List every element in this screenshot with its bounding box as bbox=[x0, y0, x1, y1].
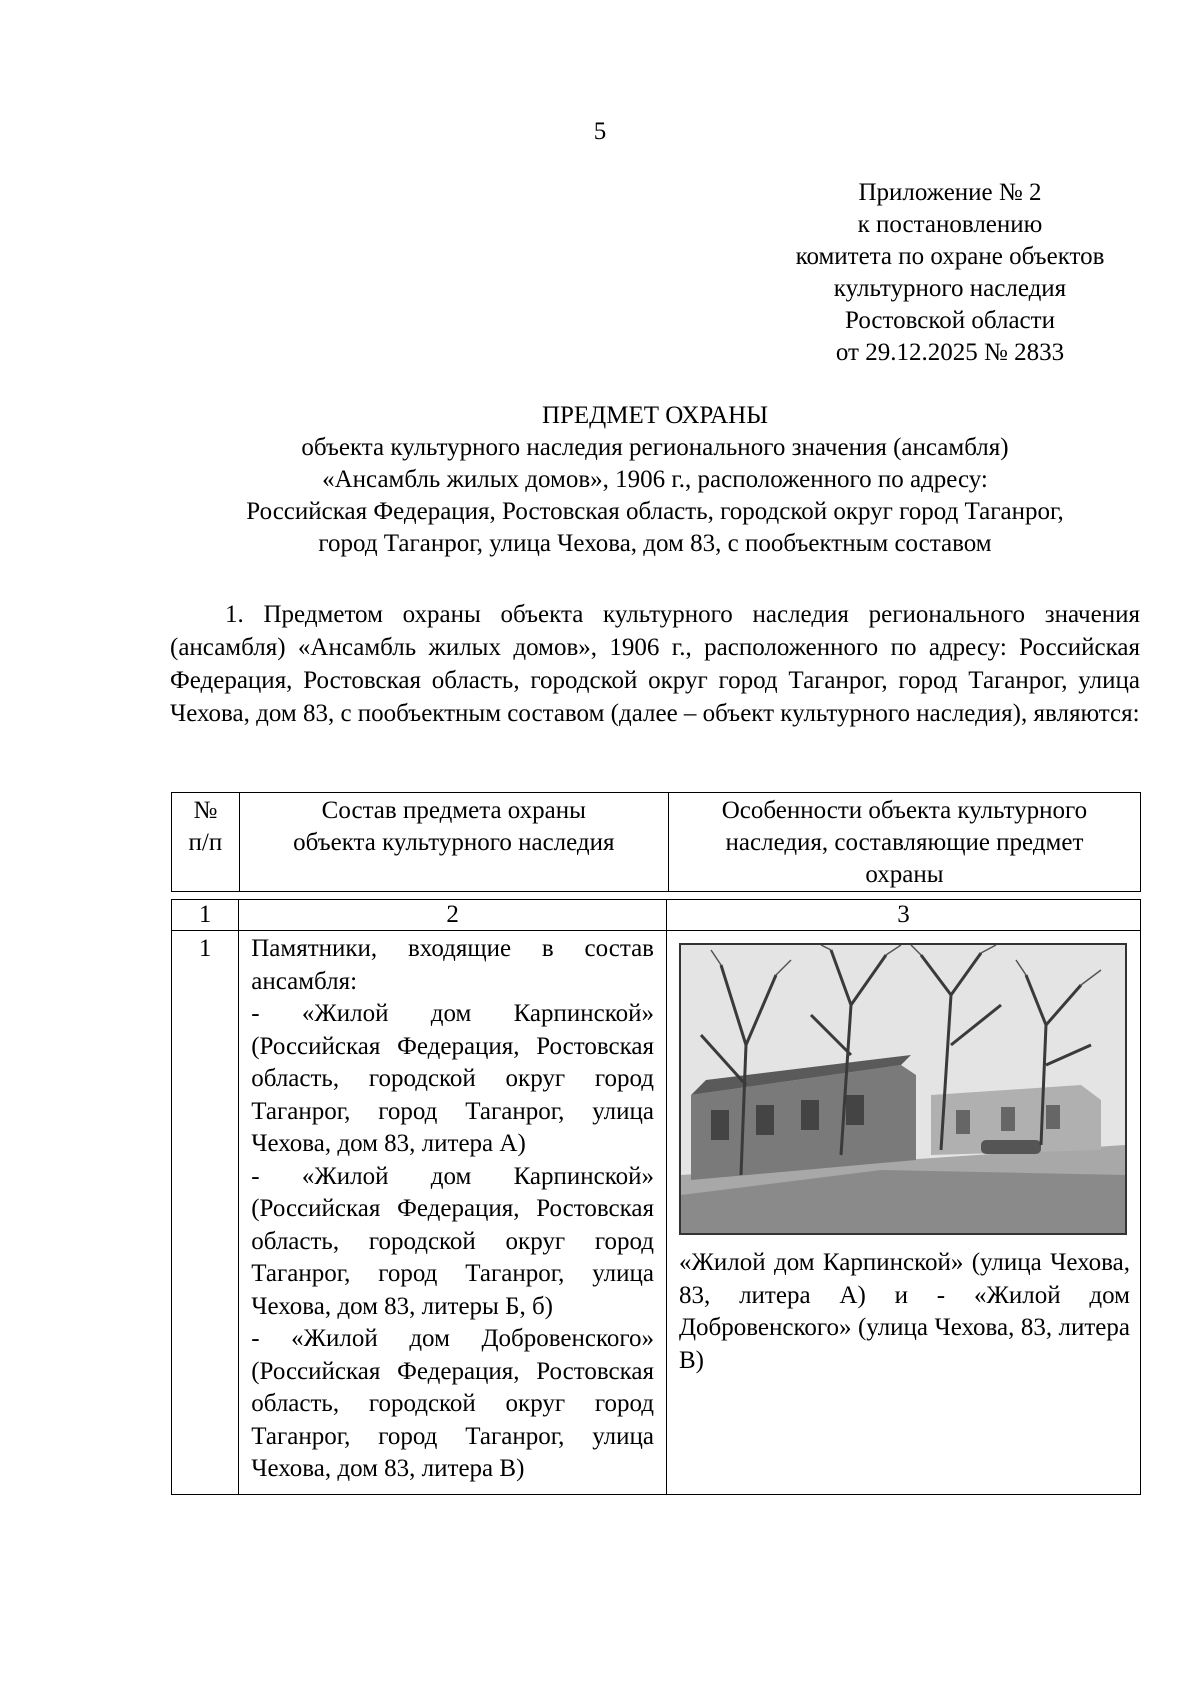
appendix-line: Ростовской области bbox=[845, 307, 1055, 334]
appendix-line: Приложение № 2 bbox=[858, 179, 1042, 206]
composition-intro: Памятники, входящие в состав ансамбля: bbox=[251, 935, 654, 995]
features-cell bbox=[667, 931, 1141, 1495]
composition-item: - «Жилой дом Карпинской» (Российская Федерация, Ростовская область, городской округ город Таганрог, город Таганрог, улица Чехова, дом 83, литеры Б, б) bbox=[251, 1162, 654, 1320]
appendix-line: к постановлению bbox=[857, 211, 1043, 238]
column-number: 1 bbox=[172, 900, 239, 931]
title-line: «Ансамбль жилых домов», 1906 г., расположенного по адресу: bbox=[322, 466, 988, 493]
document-title bbox=[160, 400, 1150, 560]
header-text: п/п bbox=[188, 829, 223, 856]
composition-cell bbox=[239, 931, 667, 1495]
title-line: город Таганрог, улица Чехова, дом 83, с пообъектным составом bbox=[318, 530, 992, 557]
appendix-line: культурного наследия bbox=[833, 275, 1067, 302]
title-line: Российская Федерация, Ростовская область, городской округ город Таганрог, bbox=[246, 498, 1064, 525]
appendix-line: от 29.12.2025 № 2833 bbox=[835, 339, 1065, 366]
table-header bbox=[171, 792, 1141, 892]
photo-illustration bbox=[681, 945, 1125, 1233]
table-row bbox=[172, 931, 1141, 1495]
composition-item: - «Жилой дом Добровенского» (Российская Федерация, Ростовская область, городской округ город Таганрог, город Таганрог, улица Чехова, дом 83, литера В) bbox=[251, 1325, 654, 1482]
building-photo bbox=[679, 943, 1127, 1235]
header-text: № bbox=[193, 797, 218, 824]
photo-caption: «Жилой дом Карпинской» (улица Чехова, 83, литера А) и - «Жилой дом Добровенского» (улица Чехова, 83, литера В) bbox=[679, 1249, 1130, 1374]
intro-paragraph: 1. Предметом охраны объекта культурного наследия регионального значения (ансамбля) «Ансамбль жилых домов», 1906 г., расположенного по адресу: Российская Федерация, Ростовская область, городской округ город Таганрог, город Таганрог, улица Чехова, дом 83, с пообъектным составом (далее – объект культурного наследия), являются: bbox=[170, 601, 1140, 727]
column-number: 3 bbox=[667, 900, 1141, 931]
header-composition bbox=[239, 793, 668, 892]
appendix-block bbox=[740, 177, 1160, 369]
header-text: Состав предмета охраны bbox=[321, 797, 586, 824]
header-text: объекта культурного наследия bbox=[293, 829, 615, 856]
title-main: ПРЕДМЕТ ОХРАНЫ bbox=[541, 402, 769, 429]
column-number-row bbox=[172, 900, 1141, 931]
header-text: наследия, составляющие предмет bbox=[725, 829, 1084, 856]
column-number: 2 bbox=[239, 900, 667, 931]
table-body bbox=[171, 899, 1141, 1495]
header-features bbox=[668, 793, 1140, 892]
page-number: 5 bbox=[593, 118, 607, 145]
header-text: охраны bbox=[865, 861, 944, 888]
header-text: Особенности объекта культурного bbox=[721, 797, 1088, 824]
header-num bbox=[172, 793, 240, 892]
title-line: объекта культурного наследия регионального значения (ансамбля) bbox=[301, 434, 1009, 461]
composition-item: - «Жилой дом Карпинской» (Российская Федерация, Ростовская область, городской округ город Таганрог, город Таганрог, улица Чехова, дом 83, литера А) bbox=[251, 1000, 654, 1157]
row-number: 1 bbox=[172, 931, 239, 1495]
appendix-line: комитета по охране объектов bbox=[795, 243, 1105, 270]
